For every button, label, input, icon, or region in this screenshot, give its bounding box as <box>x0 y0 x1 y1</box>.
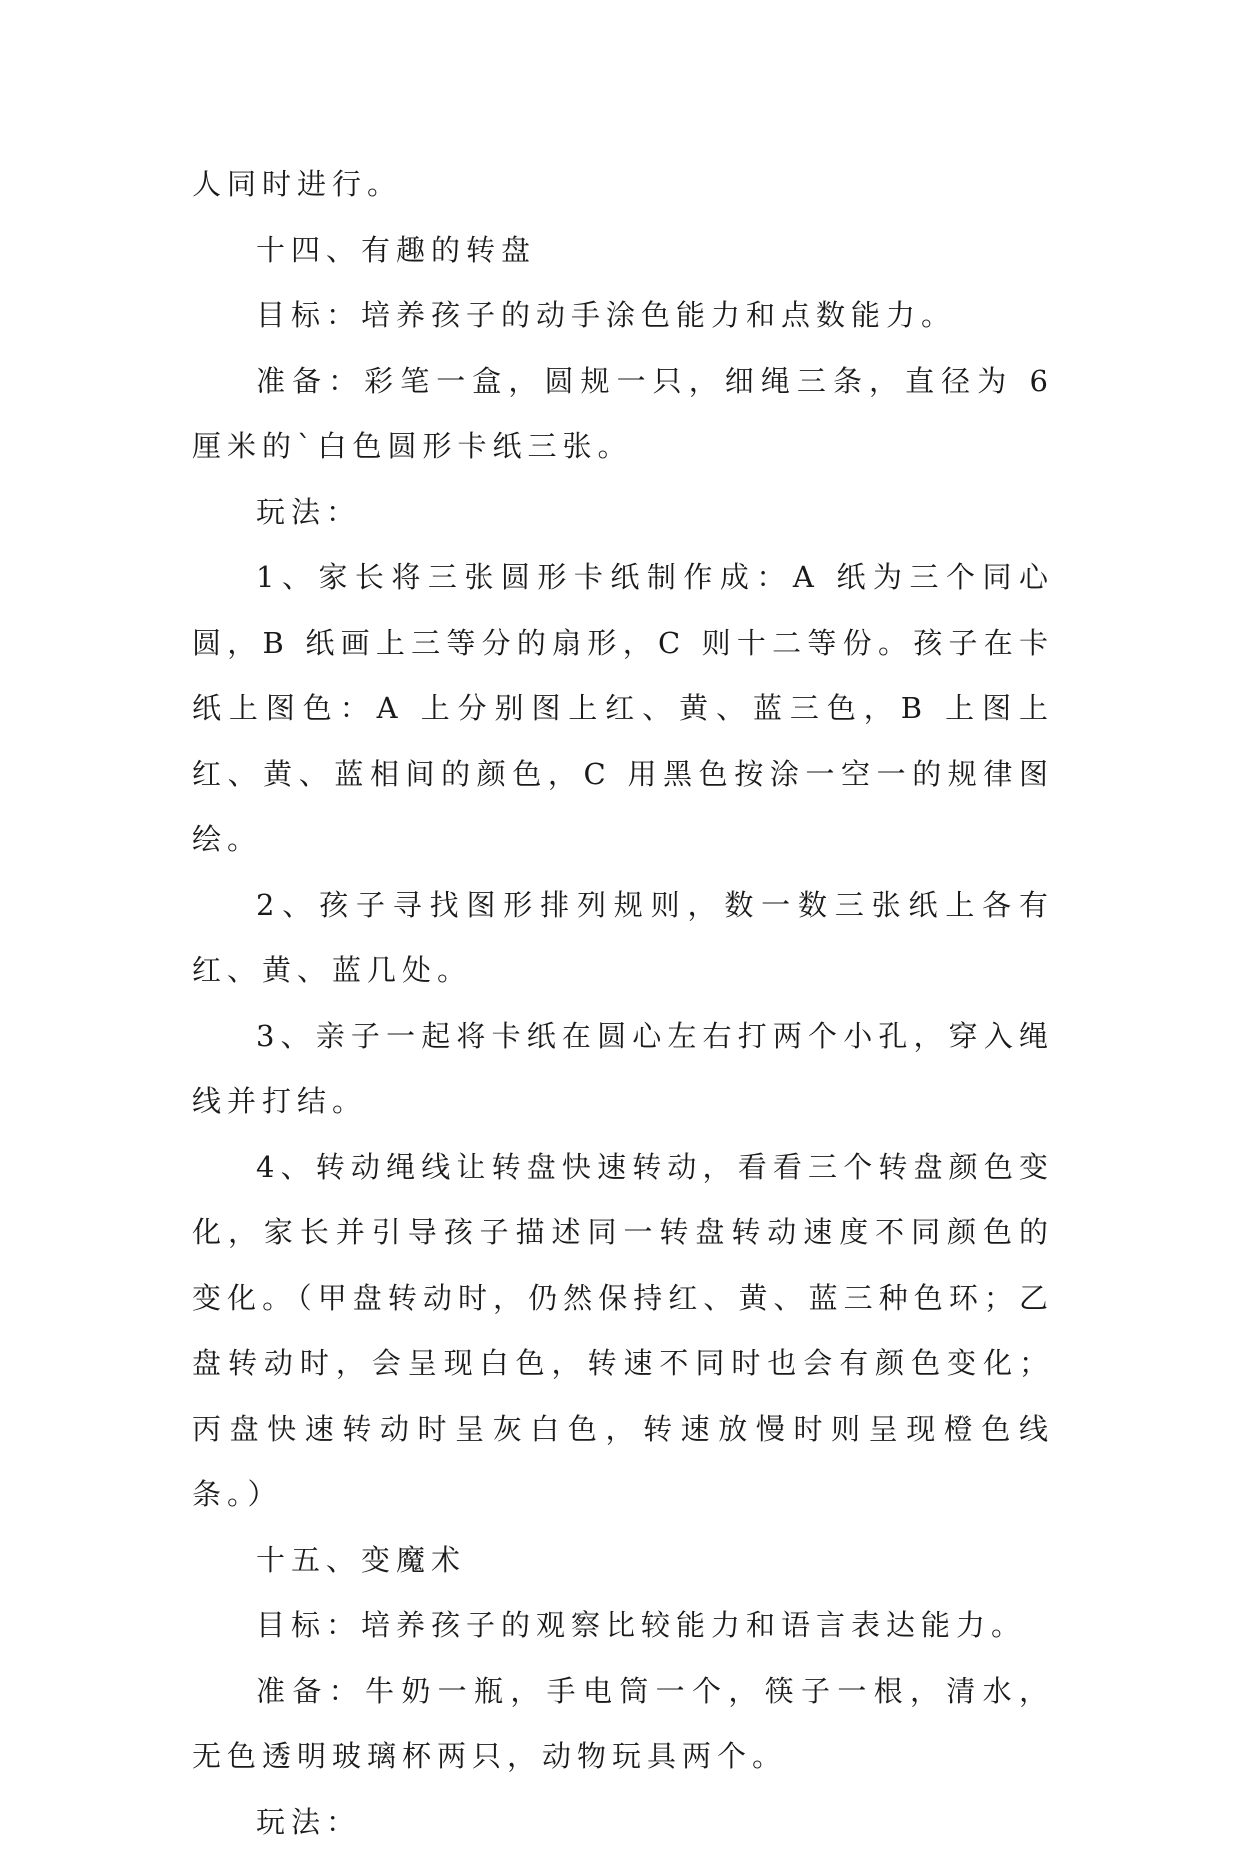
paragraph-step-3: 3、亲子一起将卡纸在圆心左右打两个小孔，穿入绳线并打结。 <box>192 1004 1054 1135</box>
section-heading-15: 十五、变魔术 <box>192 1528 1054 1594</box>
paragraph-step-4: 4、转动绳线让转盘快速转动，看看三个转盘颜色变化，家长并引导孩子描述同一转盘转动速度不同颜色的变化。（甲盘转动时，仍然保持红、黄、蓝三种色环；乙盘转动时，会呈现白色，转速不同时也会有颜色变化；丙盘快速转动时呈灰白色，转速放慢时则呈现橙色线条。） <box>192 1135 1054 1528</box>
paragraph-goal-14: 目标：培养孩子的动手涂色能力和点数能力。 <box>192 283 1054 349</box>
paragraph-method-label-14: 玩法： <box>192 480 1054 546</box>
section-heading-14: 十四、有趣的转盘 <box>192 218 1054 284</box>
paragraph-materials-15: 准备：牛奶一瓶，手电筒一个，筷子一根，清水，无色透明玻璃杯两只，动物玩具两个。 <box>192 1659 1054 1790</box>
paragraph-step-1: 1、家长将三张圆形卡纸制作成：A 纸为三个同心圆，B 纸画上三等分的扇形，C 则十二等份。孩子在卡纸上图色：A 上分别图上红、黄、蓝三色，B 上图上红、黄、蓝相间的颜色，C 用黑色按涂一空一的规律图绘。 <box>192 545 1054 873</box>
paragraph-method-label-15: 玩法： <box>192 1790 1054 1855</box>
paragraph-continuation: 人同时进行。 <box>192 152 1054 218</box>
document-body <box>192 152 1054 1855</box>
paragraph-materials-14: 准备：彩笔一盒，圆规一只，细绳三条，直径为 6 厘米的`白色圆形卡纸三张。 <box>192 349 1054 480</box>
paragraph-step-2: 2、孩子寻找图形排列规则，数一数三张纸上各有红、黄、蓝几处。 <box>192 873 1054 1004</box>
paragraph-goal-15: 目标：培养孩子的观察比较能力和语言表达能力。 <box>192 1593 1054 1659</box>
